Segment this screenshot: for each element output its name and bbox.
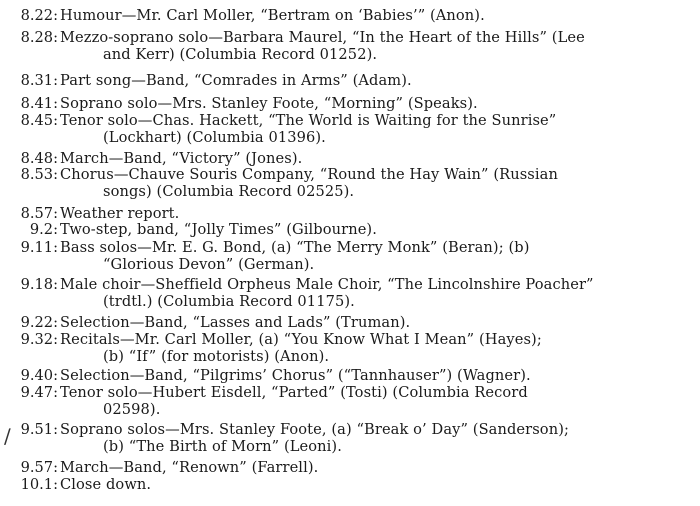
programme-time: 8.28: (20, 29, 58, 46)
programme-description: Two-step, band, “Jolly Times” (Gilbourne). (60, 221, 377, 238)
programme-time: 9.22: (20, 314, 58, 331)
programme-time: 9.2: (29, 221, 58, 238)
programme-time: 8.31: (20, 72, 58, 89)
programme-time: 8.45: (20, 112, 58, 129)
programme-description: Recitals—Mr. Carl Moller, (a) “You Know What I Mean” (Hayes); (60, 331, 542, 348)
programme-time: 8.57: (20, 205, 58, 222)
programme-time: 9.11: (20, 239, 58, 256)
programme-time: 10.1: (20, 476, 58, 493)
programme-description-continued: (trdtl.) (Columbia Record 01175). (103, 293, 355, 310)
programme-time: 8.53: (20, 166, 58, 183)
programme-description-continued: and Kerr) (Columbia Record 01252). (103, 46, 378, 63)
programme-description: Humour—Mr. Carl Moller, “Bertram on ‘Babies’” (Anon). (60, 7, 485, 24)
programme-description-continued: 02598). (103, 401, 161, 418)
programme-time: 9.32: (20, 331, 58, 348)
programme-description-continued: (Lockhart) (Columbia 01396). (103, 129, 326, 146)
programme-time: 9.40: (20, 367, 58, 384)
programme-description: Tenor solo—Chas. Hackett, “The World is Waiting for the Sunrise” (60, 112, 557, 129)
programme-time: 9.47: (20, 384, 58, 401)
programme-description: Soprano solos—Mrs. Stanley Foote, (a) “Break o’ Day” (Sanderson); (60, 421, 570, 438)
programme-description: Part song—Band, “Comrades in Arms” (Adam). (60, 72, 412, 89)
programme-time: 8.41: (20, 95, 58, 112)
programme-description: Close down. (60, 476, 152, 493)
programme-description: Mezzo-soprano solo—Barbara Maurel, “In the Heart of the Hills” (Lee (60, 29, 585, 46)
programme-time: 9.57: (20, 459, 58, 476)
programme-time: 9.18: (20, 276, 58, 293)
programme-time: 8.48: (20, 150, 58, 167)
programme-description: Chorus—Chauve Souris Company, “Round the Hay Wain” (Russian (60, 166, 558, 183)
programme-description-continued: (b) “If” (for motorists) (Anon). (103, 348, 330, 365)
programme-description: Selection—Band, “Pilgrims’ Chorus” (“Tannhauser”) (Wagner). (60, 367, 531, 384)
programme-description: Tenor solo—Hubert Eisdell, “Parted” (Tosti) (Columbia Record (60, 384, 528, 401)
programme-description: Bass solos—Mr. E. G. Bond, (a) “The Merry Monk” (Beran); (b) (60, 239, 530, 256)
programme-description-continued: songs) (Columbia Record 02525). (103, 183, 355, 200)
programme-description: Selection—Band, “Lasses and Lads” (Truman). (60, 314, 411, 331)
programme-description: March—Band, “Renown” (Farrell). (60, 459, 319, 476)
programme-time: 9.51: (20, 421, 58, 438)
programme-description-continued: “Glorious Devon” (German). (103, 256, 315, 273)
programme-description: Weather report. (60, 205, 180, 222)
programme-description: March—Band, “Victory” (Jones). (60, 150, 303, 167)
programme-description-continued: (b) “The Birth of Morn” (Leoni). (103, 438, 342, 455)
programme-description: Male choir—Sheffield Orpheus Male Choir, “The Lincolnshire Poacher” (60, 276, 594, 293)
programme-description: Soprano solo—Mrs. Stanley Foote, “Morning” (Speaks). (60, 95, 478, 112)
programme-time: 8.22: (20, 7, 58, 24)
margin-pencil-mark: ∕ (4, 424, 11, 448)
